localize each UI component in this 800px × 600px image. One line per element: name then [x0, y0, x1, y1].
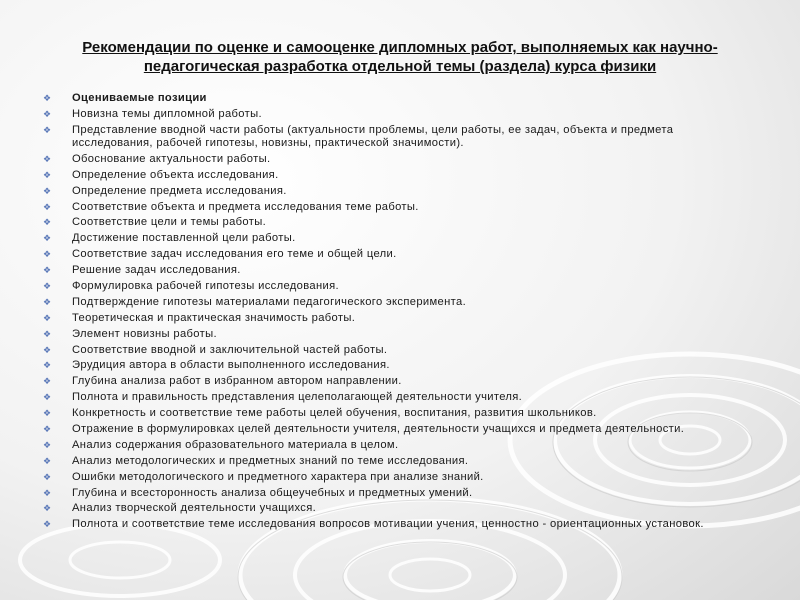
diamond-bullet-icon: ❖	[43, 108, 52, 119]
list-item-text: Соответствие вводной и заключительной частей работы.	[72, 343, 388, 356]
list-item-text: Отражение в формулировках целей деятельности учителя, деятельности учащихся и предмета деятельности.	[72, 423, 685, 436]
list-item	[43, 518, 733, 531]
list-item-text: Анализ методологических и предметных знаний по теме исследования.	[72, 454, 469, 467]
list-item-text: Анализ содержания образовательного материала в целом.	[72, 438, 399, 451]
list-item	[43, 108, 733, 121]
list-item	[43, 185, 733, 198]
list-item-text: Соответствие цели и темы работы.	[72, 216, 267, 229]
list-header: Оцениваемые позиции	[72, 92, 207, 104]
list-item	[43, 391, 733, 404]
diamond-bullet-icon: ❖	[43, 124, 52, 135]
diamond-bullet-icon: ❖	[43, 328, 52, 339]
diamond-bullet-icon: ❖	[43, 217, 52, 228]
list-item-text: Соответствие объекта и предмета исследования теме работы.	[72, 200, 419, 213]
diamond-bullet-icon: ❖	[43, 169, 52, 180]
diamond-bullet-icon: ❖	[43, 376, 52, 387]
list-item	[43, 248, 733, 261]
list-item	[43, 124, 733, 150]
diamond-bullet-icon: ❖	[43, 233, 52, 244]
diamond-bullet-icon: ❖	[43, 424, 52, 435]
list-item-text: Глубина и всесторонность анализа общеучебных и предметных умений.	[72, 486, 473, 499]
diamond-bullet-icon: ❖	[43, 249, 52, 260]
list-item	[43, 153, 733, 166]
diamond-bullet-icon: ❖	[43, 408, 52, 419]
list-item	[43, 344, 733, 357]
diamond-bullet-icon: ❖	[43, 153, 52, 164]
diamond-bullet-icon: ❖	[43, 503, 52, 514]
list-item	[43, 407, 733, 420]
list-item-text: Глубина анализа работ в избранном автором направлении.	[72, 375, 402, 388]
list-item-text: Определение предмета исследования.	[72, 184, 287, 197]
criteria-list	[43, 92, 733, 534]
diamond-bullet-icon: ❖	[43, 439, 52, 450]
diamond-bullet-icon: ❖	[43, 93, 52, 103]
page-title	[40, 38, 760, 76]
list-item-text: Элемент новизны работы.	[72, 327, 217, 340]
diamond-bullet-icon: ❖	[43, 360, 52, 371]
title-line-2: педагогическая разработка отдельной темы (раздела) курса физики	[143, 58, 657, 75]
list-item	[43, 201, 733, 214]
list-item-text: Обоснование актуальности работы.	[72, 152, 271, 165]
list-item	[43, 169, 733, 182]
list-item-text: Достижение поставленной цели работы.	[72, 232, 296, 245]
list-item	[43, 423, 733, 436]
list-item	[43, 439, 733, 452]
list-item-text: Анализ творческой деятельности учащихся.	[72, 502, 317, 515]
diamond-bullet-icon: ❖	[43, 296, 52, 307]
list-item	[43, 471, 733, 484]
diamond-bullet-icon: ❖	[43, 281, 52, 291]
list-item-text: Конкретность и соответствие теме работы целей обучения, воспитания, развития школьников.	[72, 407, 597, 420]
diamond-bullet-icon: ❖	[43, 312, 52, 323]
list-item	[43, 455, 733, 468]
list-item-text: Новизна темы дипломной работы.	[72, 107, 262, 120]
list-item	[43, 92, 733, 105]
list-item-text: Решение задач исследования.	[72, 264, 241, 277]
diamond-bullet-icon: ❖	[43, 185, 52, 196]
list-item	[43, 487, 733, 500]
list-item-text: Подтверждение гипотезы материалами педагогического эксперимента.	[72, 295, 467, 308]
list-item	[43, 375, 733, 388]
diamond-bullet-icon: ❖	[43, 265, 52, 276]
diamond-bullet-icon: ❖	[43, 519, 52, 530]
list-item	[43, 232, 733, 245]
list-item-text: Определение объекта исследования.	[72, 168, 279, 181]
list-item	[43, 264, 733, 277]
list-item-text: Соответствие задач исследования его теме и общей цели.	[72, 248, 397, 261]
list-item-text: Формулировка рабочей гипотезы исследования.	[72, 280, 339, 292]
list-item-text: Полнота и правильность представления целеполагающей деятельности учителя.	[72, 391, 523, 404]
list-item-text: Полнота и соответствие теме исследования вопросов мотивации учения, ценностно - ориентационных установок.	[72, 518, 704, 531]
list-item	[43, 216, 733, 229]
list-item-text: Ошибки методологического и предметного характера при анализе знаний.	[72, 470, 484, 483]
diamond-bullet-icon: ❖	[43, 487, 52, 498]
list-item	[43, 280, 733, 293]
list-item	[43, 502, 733, 515]
list-item	[43, 312, 733, 325]
list-item-text: Представление вводной части работы (актуальности проблемы, цели работы, ее задач, объекта и предмета исследования, рабочей гипотезы, новизны, практической значимости).	[72, 123, 674, 149]
list-item-text: Теоретическая и практическая значимость работы.	[72, 311, 356, 324]
list-item	[43, 296, 733, 309]
diamond-bullet-icon: ❖	[43, 392, 52, 403]
diamond-bullet-icon: ❖	[43, 455, 52, 466]
diamond-bullet-icon: ❖	[43, 344, 52, 355]
list-item-text: Эрудиция автора в области выполненного исследования.	[72, 359, 390, 372]
title-line-1: Рекомендации по оценке и самооценке дипломных работ, выполняемых как научно-	[82, 39, 718, 56]
diamond-bullet-icon: ❖	[43, 201, 52, 212]
list-item	[43, 359, 733, 372]
diamond-bullet-icon: ❖	[43, 471, 52, 482]
list-item	[43, 328, 733, 341]
